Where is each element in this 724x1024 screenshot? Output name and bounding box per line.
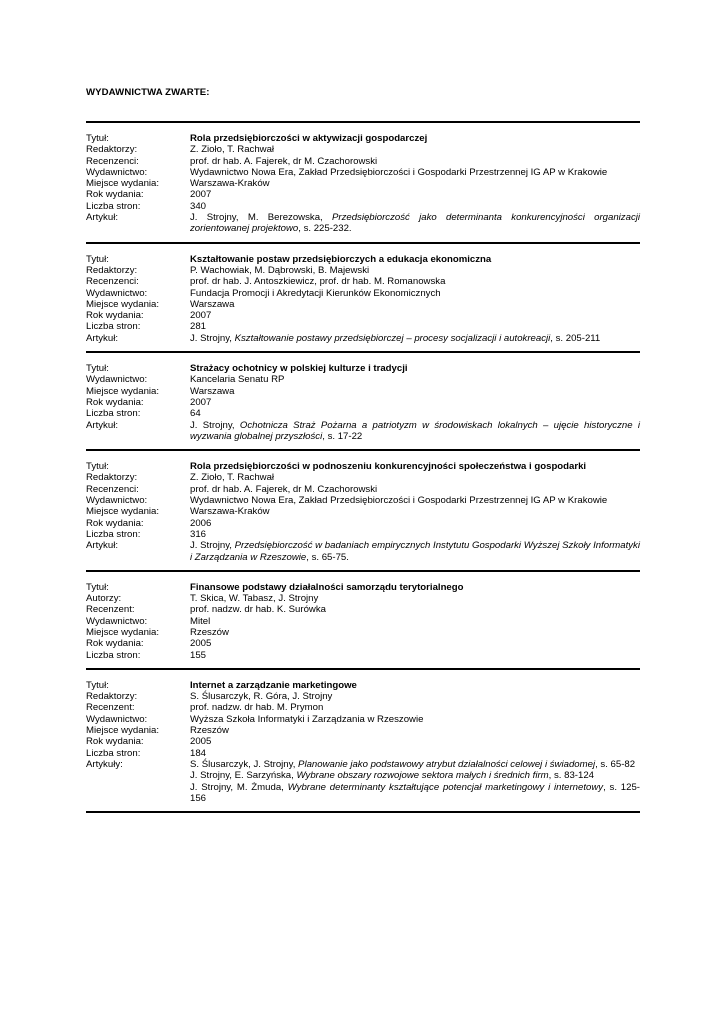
- metadata-row: [86, 472, 640, 483]
- metadata-row: [86, 374, 640, 385]
- article-pages: , s. 205-211: [550, 332, 601, 344]
- field-value: Warszawa-Kraków: [190, 506, 270, 518]
- field-label: Artykuły:: [86, 758, 123, 770]
- field-label: Tytuł:: [86, 461, 109, 473]
- metadata-row: [86, 714, 640, 725]
- field-label: Miejsce wydania:: [86, 506, 160, 518]
- publication-entry: [86, 449, 640, 570]
- article-row: [86, 782, 640, 805]
- field-value: Kształtowanie postaw przedsiębiorczych a edukacja ekonomiczna: [190, 253, 492, 265]
- metadata-row: [86, 736, 640, 747]
- field-value: Fundacja Promocji i Akredytacji Kierunków Ekonomicznych: [190, 287, 441, 299]
- field-value: prof. dr hab. A. Fajerek, dr M. Czachorowski: [190, 483, 378, 495]
- field-value: prof. dr hab. A. Fajerek, dr M. Czachorowski: [190, 155, 378, 167]
- field-value: 281: [190, 321, 207, 333]
- article-authors: S. Ślusarczyk, J. Strojny,: [190, 758, 299, 770]
- metadata-row: [86, 748, 640, 759]
- article-pages: , s. 65-82: [595, 758, 636, 770]
- metadata-row: [86, 276, 640, 287]
- article-row: [86, 770, 640, 781]
- metadata-row: [86, 310, 640, 321]
- publication-entry: [86, 121, 640, 242]
- metadata-row: [86, 397, 640, 408]
- field-value: Strażacy ochotnicy w polskiej kulturze i tradycji: [190, 363, 408, 375]
- field-label: Liczba stron:: [86, 200, 141, 212]
- publication-entry: [86, 668, 640, 813]
- metadata-row: [86, 484, 640, 495]
- field-label: Artykuł:: [86, 419, 118, 431]
- metadata-row: [86, 408, 640, 419]
- article-authors: J. Strojny,: [190, 332, 235, 344]
- title-row: [86, 363, 640, 374]
- metadata-row: [86, 178, 640, 189]
- field-label: Wydawnictwo:: [86, 166, 148, 178]
- metadata-row: [86, 593, 640, 604]
- field-label: Tytuł:: [86, 679, 109, 691]
- article-authors: J. Strojny, M. Żmuda,: [190, 781, 288, 793]
- field-label: Miejsce wydania:: [86, 626, 160, 638]
- field-label: Miejsce wydania:: [86, 178, 160, 190]
- title-row: [86, 461, 640, 472]
- field-value: T. Skica, W. Tabasz, J. Strojny: [190, 593, 319, 605]
- article-row: [86, 540, 640, 563]
- article-pages: , s. 83-124: [548, 770, 594, 782]
- field-label: Artykuł:: [86, 212, 118, 224]
- field-value: P. Wachowiak, M. Dąbrowski, B. Majewski: [190, 264, 370, 276]
- metadata-row: [86, 702, 640, 713]
- metadata-row: [86, 189, 640, 200]
- article-authors: J. Strojny, M. Berezowska,: [190, 212, 332, 224]
- article-citation: [190, 420, 640, 443]
- metadata-row: [86, 495, 640, 506]
- field-label: Wydawnictwo:: [86, 374, 148, 386]
- article-citation: [190, 759, 640, 770]
- article-row: [86, 333, 640, 344]
- field-label: Liczba stron:: [86, 408, 141, 420]
- field-label: Redaktorzy:: [86, 144, 138, 156]
- metadata-row: [86, 201, 640, 212]
- field-label: Rok wydania:: [86, 189, 144, 201]
- field-value: Kancelaria Senatu RP: [190, 374, 285, 386]
- field-value: Wydawnictwo Nowa Era, Zakład Przedsiębiorczości i Gospodarki Przestrzennej IG AP w Krakowie: [190, 495, 608, 507]
- publication-list: [86, 121, 640, 813]
- publication-entry: [86, 242, 640, 351]
- field-label: Miejsce wydania:: [86, 298, 160, 310]
- field-label: Tytuł:: [86, 581, 109, 593]
- field-label: Recenzenci:: [86, 155, 139, 167]
- metadata-row: [86, 167, 640, 178]
- field-label: Tytuł:: [86, 363, 109, 375]
- article-authors: J. Strojny, E. Sarzyńska,: [190, 770, 297, 782]
- field-value: Rzeszów: [190, 725, 229, 737]
- article-citation: [190, 212, 640, 235]
- field-label: Liczba stron:: [86, 321, 141, 333]
- article-row: [86, 212, 640, 235]
- field-value: Warszawa: [190, 298, 235, 310]
- title-row: [86, 680, 640, 691]
- field-label: Artykuł:: [86, 540, 118, 552]
- field-value: 316: [190, 528, 207, 540]
- metadata-row: [86, 321, 640, 332]
- field-label: Redaktorzy:: [86, 264, 138, 276]
- field-label: Wydawnictwo:: [86, 713, 148, 725]
- article-title: Kształtowanie postawy przedsiębiorczej – procesy socjalizacji i autokreacji: [234, 332, 551, 344]
- field-label: Wydawnictwo:: [86, 495, 148, 507]
- field-value: S. Ślusarczyk, R. Góra, J. Strojny: [190, 691, 333, 703]
- article-citation: [190, 540, 640, 563]
- article-title: Ochotnicza Straż Pożarna a patriotyzm w środowiskach lokalnych – ujęcie historyczne i wyzwania globalnej przyszłości: [190, 419, 641, 442]
- metadata-row: [86, 627, 640, 638]
- field-label: Recenzenci:: [86, 276, 139, 288]
- metadata-row: [86, 265, 640, 276]
- article-pages: , s. 65-75.: [306, 551, 349, 563]
- metadata-row: [86, 299, 640, 310]
- field-value: Finansowe podstawy działalności samorządu terytorialnego: [190, 581, 464, 593]
- field-label: Miejsce wydania:: [86, 385, 160, 397]
- field-value: Internet a zarządzanie marketingowe: [190, 679, 357, 691]
- field-label: Wydawnictwo:: [86, 615, 148, 627]
- article-row: [86, 759, 640, 770]
- section-heading: WYDAWNICTWA ZWARTE:: [86, 87, 210, 98]
- field-label: Redaktorzy:: [86, 691, 138, 703]
- field-label: Tytuł:: [86, 253, 109, 265]
- article-authors: J. Strojny,: [190, 419, 240, 431]
- field-label: Rok wydania:: [86, 396, 144, 408]
- title-row: [86, 254, 640, 265]
- article-citation: [190, 770, 640, 781]
- field-label: Recenzent:: [86, 604, 135, 616]
- field-value: 155: [190, 649, 207, 661]
- field-value: prof. dr hab. J. Antoszkiewicz, prof. dr hab. M. Romanowska: [190, 276, 446, 288]
- field-value: Rola przedsiębiorczości w aktywizacji gospodarczej: [190, 133, 428, 144]
- metadata-row: [86, 604, 640, 615]
- title-row: [86, 133, 640, 144]
- field-value: Z. Zioło, T. Rachwał: [190, 144, 275, 156]
- metadata-row: [86, 144, 640, 155]
- field-label: Tytuł:: [86, 133, 109, 144]
- field-label: Autorzy:: [86, 593, 122, 605]
- field-label: Recenzenci:: [86, 483, 139, 495]
- field-value: Wydawnictwo Nowa Era, Zakład Przedsiębiorczości i Gospodarki Przestrzennej IG AP w Krakowie: [190, 166, 608, 178]
- article-pages: , s. 225-232.: [298, 223, 352, 235]
- field-value: 2005: [190, 638, 212, 650]
- metadata-row: [86, 691, 640, 702]
- article-title: Wybrane determinanty kształtujące potencjał marketingowy i internetowy: [287, 781, 604, 793]
- field-value: 2005: [190, 736, 212, 748]
- article-citation: [190, 782, 640, 805]
- metadata-row: [86, 529, 640, 540]
- article-pages: , s. 17-22: [322, 430, 363, 442]
- article-pages: , s. 125-156: [190, 781, 640, 804]
- metadata-row: [86, 650, 640, 661]
- article-title: Przedsiębiorczość w badaniach empirycznych Instytutu Gospodarki Wyższej Szkoły Informatyki i Zarządzania w Rzeszowie: [190, 540, 640, 563]
- metadata-row: [86, 638, 640, 649]
- field-label: Artykuł:: [86, 332, 118, 344]
- metadata-row: [86, 616, 640, 627]
- field-value: 64: [190, 408, 201, 420]
- field-value: Mitel: [190, 615, 211, 627]
- metadata-row: [86, 386, 640, 397]
- field-label: [86, 782, 190, 805]
- field-label: Rok wydania:: [86, 310, 144, 322]
- publication-entry: [86, 351, 640, 449]
- metadata-row: [86, 506, 640, 517]
- article-title: Planowanie jako podstawowy atrybut działalności celowej i świadomej: [298, 758, 596, 770]
- metadata-row: [86, 725, 640, 736]
- field-label: Liczba stron:: [86, 747, 141, 759]
- article-title: Przedsiębiorczość jako determinanta konkurencyjności organizacji zorientowanej projektowo: [190, 212, 640, 235]
- field-value: Rola przedsiębiorczości w podnoszeniu konkurencyjności społeczeństwa i gospodarki: [190, 461, 587, 473]
- field-value: 2007: [190, 189, 212, 201]
- field-value: Wyższa Szkoła Informatyki i Zarządzania w Rzeszowie: [190, 713, 424, 725]
- field-label: Redaktorzy:: [86, 472, 138, 484]
- field-label: Wydawnictwo:: [86, 287, 148, 299]
- field-label: Miejsce wydania:: [86, 725, 160, 737]
- field-value: Warszawa: [190, 385, 235, 397]
- field-value: 2007: [190, 310, 212, 322]
- title-row: [86, 582, 640, 593]
- metadata-row: [86, 156, 640, 167]
- field-value: prof. nadzw. dr hab. K. Surówka: [190, 604, 326, 616]
- field-label: Liczba stron:: [86, 649, 141, 661]
- metadata-row: [86, 518, 640, 529]
- article-title: Wybrane obszary rozwojowe sektora małych i średnich firm: [296, 770, 549, 782]
- article-row: [86, 420, 640, 443]
- metadata-row: [86, 288, 640, 299]
- article-citation: [190, 333, 640, 344]
- field-value: Warszawa-Kraków: [190, 178, 270, 190]
- article-authors: J. Strojny,: [190, 540, 235, 552]
- field-value: 184: [190, 747, 207, 759]
- field-label: Recenzent:: [86, 702, 135, 714]
- field-value: prof. nadzw. dr hab. M. Prymon: [190, 702, 324, 714]
- field-label: [86, 770, 190, 781]
- field-value: 2006: [190, 517, 212, 529]
- field-label: Liczba stron:: [86, 528, 141, 540]
- field-label: Rok wydania:: [86, 517, 144, 529]
- field-label: Rok wydania:: [86, 638, 144, 650]
- field-value: 340: [190, 200, 207, 212]
- field-value: Rzeszów: [190, 626, 229, 638]
- field-value: 2007: [190, 396, 212, 408]
- field-value: Z. Zioło, T. Rachwał: [190, 472, 275, 484]
- field-label: Rok wydania:: [86, 736, 144, 748]
- publication-entry: [86, 570, 640, 668]
